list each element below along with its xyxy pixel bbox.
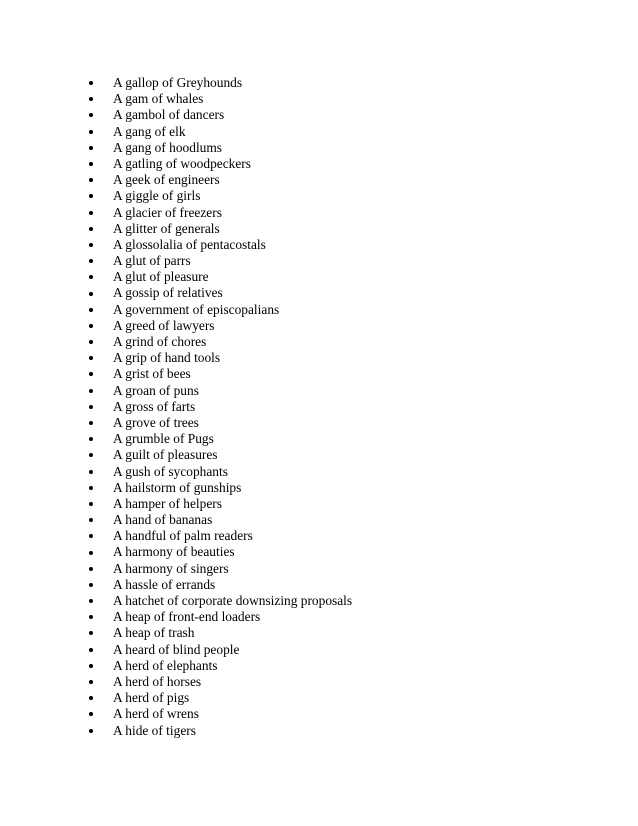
bullet-icon [89, 534, 93, 538]
list-item [86, 124, 352, 140]
list-item-text: A heap of front-end loaders [113, 609, 261, 625]
bullet-icon [89, 405, 93, 409]
list-item [86, 140, 352, 156]
bullet-icon [89, 648, 93, 652]
list-item [86, 156, 352, 172]
bullet-icon [89, 211, 93, 215]
bullet-icon [89, 615, 93, 619]
list-item-text: A guilt of pleasures [113, 447, 218, 463]
list-item [86, 674, 352, 690]
list-item-text: A grip of hand tools [113, 350, 221, 366]
bullet-icon [89, 227, 93, 231]
list-item [86, 577, 352, 593]
bullet-icon [89, 324, 93, 328]
list-item [86, 431, 352, 447]
bullet-icon [89, 81, 93, 85]
bullet-list [86, 75, 352, 739]
list-item [86, 464, 352, 480]
list-item-text: A grumble of Pugs [113, 431, 214, 447]
list-item [86, 415, 352, 431]
list-item-text: A hamper of helpers [113, 495, 222, 511]
list-item [86, 544, 352, 560]
list-item-text: A gross of farts [113, 398, 196, 414]
bullet-icon [89, 130, 93, 134]
bullet-icon [89, 146, 93, 150]
bullet-icon [89, 551, 93, 555]
bullet-icon [89, 680, 93, 684]
list-item [86, 383, 352, 399]
list-item-text: A harmony of singers [113, 560, 229, 576]
list-item-text: A groan of puns [113, 382, 199, 398]
bullet-icon [89, 453, 93, 457]
list-item-text: A handful of palm readers [113, 528, 253, 544]
list-item-text: A glut of parrs [113, 253, 191, 269]
list-item-text: A glacier of freezers [113, 204, 222, 220]
list-item-text: A gallop of Greyhounds [113, 75, 243, 90]
list-item [86, 593, 352, 609]
list-item-text: A gatling of woodpeckers [113, 155, 251, 171]
list-item [86, 107, 352, 123]
list-item [86, 172, 352, 188]
list-item [86, 75, 352, 91]
list-item-text: A gang of hoodlums [113, 139, 222, 155]
bullet-icon [89, 567, 93, 571]
list-item-text: A geek of engineers [113, 172, 220, 188]
list-item [86, 205, 352, 221]
bullet-icon [89, 259, 93, 263]
list-item-text: A herd of elephants [113, 657, 218, 673]
list-item [86, 512, 352, 528]
list-item-text: A hide of tigers [113, 722, 196, 738]
list-item-text: A gossip of relatives [113, 285, 223, 301]
list-item [86, 723, 352, 739]
bullet-icon [89, 275, 93, 279]
bullet-icon [89, 599, 93, 603]
bullet-icon [89, 421, 93, 425]
list-item-text: A hand of bananas [113, 512, 213, 528]
bullet-icon [89, 502, 93, 506]
bullet-icon [89, 712, 93, 716]
list-item-text: A herd of horses [113, 673, 202, 689]
list-item [86, 366, 352, 382]
list-item-text: A greed of lawyers [113, 317, 215, 333]
list-item-text: A grist of bees [113, 366, 191, 382]
list-item [86, 561, 352, 577]
list-item [86, 706, 352, 722]
bullet-icon [89, 292, 93, 296]
list-item-text: A giggle of girls [113, 188, 201, 204]
bullet-icon [89, 696, 93, 700]
bullet-icon [89, 162, 93, 166]
bullet-icon [89, 356, 93, 360]
bullet-icon [89, 97, 93, 101]
list-item [86, 302, 352, 318]
list-item [86, 269, 352, 285]
bullet-icon [89, 243, 93, 247]
list-item-text: A harmony of beauties [113, 544, 235, 560]
list-item-text: A gam of whales [113, 91, 204, 107]
list-item [86, 285, 352, 301]
list-item-text: A heap of trash [113, 625, 195, 641]
list-item [86, 221, 352, 237]
bullet-icon [89, 178, 93, 182]
bullet-icon [89, 583, 93, 587]
list-item-text: A hatchet of corporate downsizing proposals [113, 593, 353, 608]
list-item-text: A glossolalia of pentacostals [113, 236, 266, 252]
bullet-icon [89, 389, 93, 393]
list-item-text: A government of episcopalians [113, 301, 280, 317]
list-item [86, 625, 352, 641]
list-item [86, 188, 352, 204]
bullet-icon [89, 308, 93, 312]
list-item [86, 642, 352, 658]
list-item-text: A grove of trees [113, 414, 199, 430]
list-item [86, 658, 352, 674]
list-item [86, 91, 352, 107]
list-item [86, 399, 352, 415]
list-item-text: A herd of pigs [113, 690, 190, 706]
bullet-icon [89, 518, 93, 522]
list-item-text: A heard of blind people [113, 641, 240, 657]
list-item-text: A herd of wrens [113, 706, 199, 722]
list-item-text: A gush of sycophants [113, 463, 228, 479]
list-item [86, 480, 352, 496]
list-item-text: A glut of pleasure [113, 269, 209, 285]
list-item-text: A hailstorm of gunships [113, 479, 242, 495]
list-item-text: A hassle of errands [113, 576, 216, 592]
list-item [86, 690, 352, 706]
bullet-icon [89, 486, 93, 490]
bullet-icon [89, 437, 93, 441]
list-item [86, 496, 352, 512]
list-item [86, 253, 352, 269]
list-item-text: A grind of chores [113, 334, 207, 349]
bullet-icon [89, 470, 93, 474]
list-item [86, 318, 352, 334]
list-item [86, 350, 352, 366]
list-item-text: A gambol of dancers [113, 107, 225, 123]
bullet-icon [89, 194, 93, 198]
list-item [86, 447, 352, 463]
bullet-icon [89, 340, 93, 344]
bullet-icon [89, 729, 93, 733]
bullet-icon [89, 372, 93, 376]
list-item [86, 528, 352, 544]
list-item-text: A gang of elk [113, 123, 186, 139]
list-item [86, 609, 352, 625]
list-item [86, 237, 352, 253]
bullet-icon [89, 631, 93, 635]
bullet-icon [89, 113, 93, 117]
list-item-text: A glitter of generals [113, 220, 220, 236]
bullet-icon [89, 664, 93, 668]
list-item [86, 334, 352, 350]
